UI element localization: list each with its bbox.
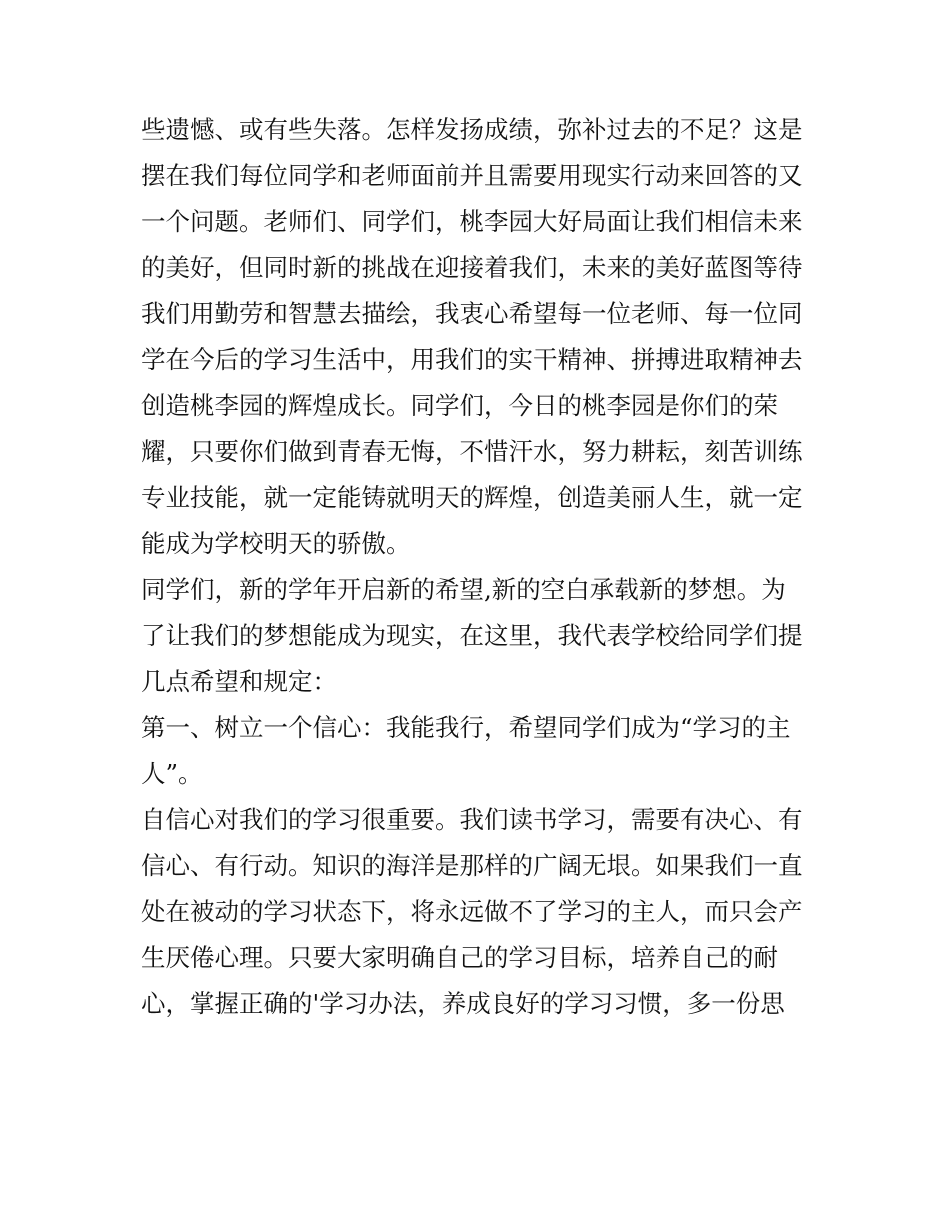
text-line-12: 了让我们的梦想能成为现实，在这里，我代表学校给同学们提	[141, 621, 803, 650]
text-line-20: 心，掌握正确的'学习办法，养成良好的学习习惯，多一份思	[141, 989, 785, 1018]
text-line-1: 些遗憾、或有些失落。怎样发扬成绩，弥补过去的不足？这是	[141, 115, 803, 144]
text-line-7: 创造桃李园的辉煌成长。同学们，今日的桃李园是你们的荣	[141, 391, 778, 420]
text-line-16: 自信心对我们的学习很重要。我们读书学习，需要有决心、有	[141, 805, 803, 834]
text-line-10: 能成为学校明天的骄傲。	[141, 529, 411, 558]
text-line-18: 处在被动的学习状态下，将永远做不了学习的主人，而只会产	[141, 897, 803, 926]
text-line-17: 信心、有行动。知识的海洋是那样的广阔无垠。如果我们一直	[141, 851, 803, 880]
text-line-2: 摆在我们每位同学和老师面前并且需要用现实行动来回答的又	[141, 161, 803, 190]
text-line-13: 几点希望和规定：	[141, 667, 337, 696]
text-line-15: 人”。	[141, 759, 203, 788]
text-line-19: 生厌倦心理。只要大家明确自己的学习目标，培养自己的耐	[141, 943, 778, 972]
text-line-11: 同学们，新的学年开启新的希望,新的空白承载新的梦想。为	[141, 575, 786, 604]
text-line-14: 第一、树立一个信心：我能我行，希望同学们成为“学习的主	[141, 713, 791, 742]
body-text	[141, 107, 841, 1027]
text-line-9: 专业技能，就一定能铸就明天的辉煌，创造美丽人生，就一定	[141, 483, 803, 512]
text-line-6: 学在今后的学习生活中，用我们的实干精神、拼搏进取精神去	[141, 345, 803, 374]
text-line-8: 耀，只要你们做到青春无悔，不惜汗水，努力耕耘，刻苦训练	[141, 437, 803, 466]
text-line-3: 一个问题。老师们、同学们，桃李园大好局面让我们相信未来	[141, 207, 803, 236]
text-line-4: 的美好，但同时新的挑战在迎接着我们，未来的美好蓝图等待	[141, 253, 803, 282]
text-line-5: 我们用勤劳和智慧去描绘，我衷心希望每一位老师、每一位同	[141, 299, 803, 328]
